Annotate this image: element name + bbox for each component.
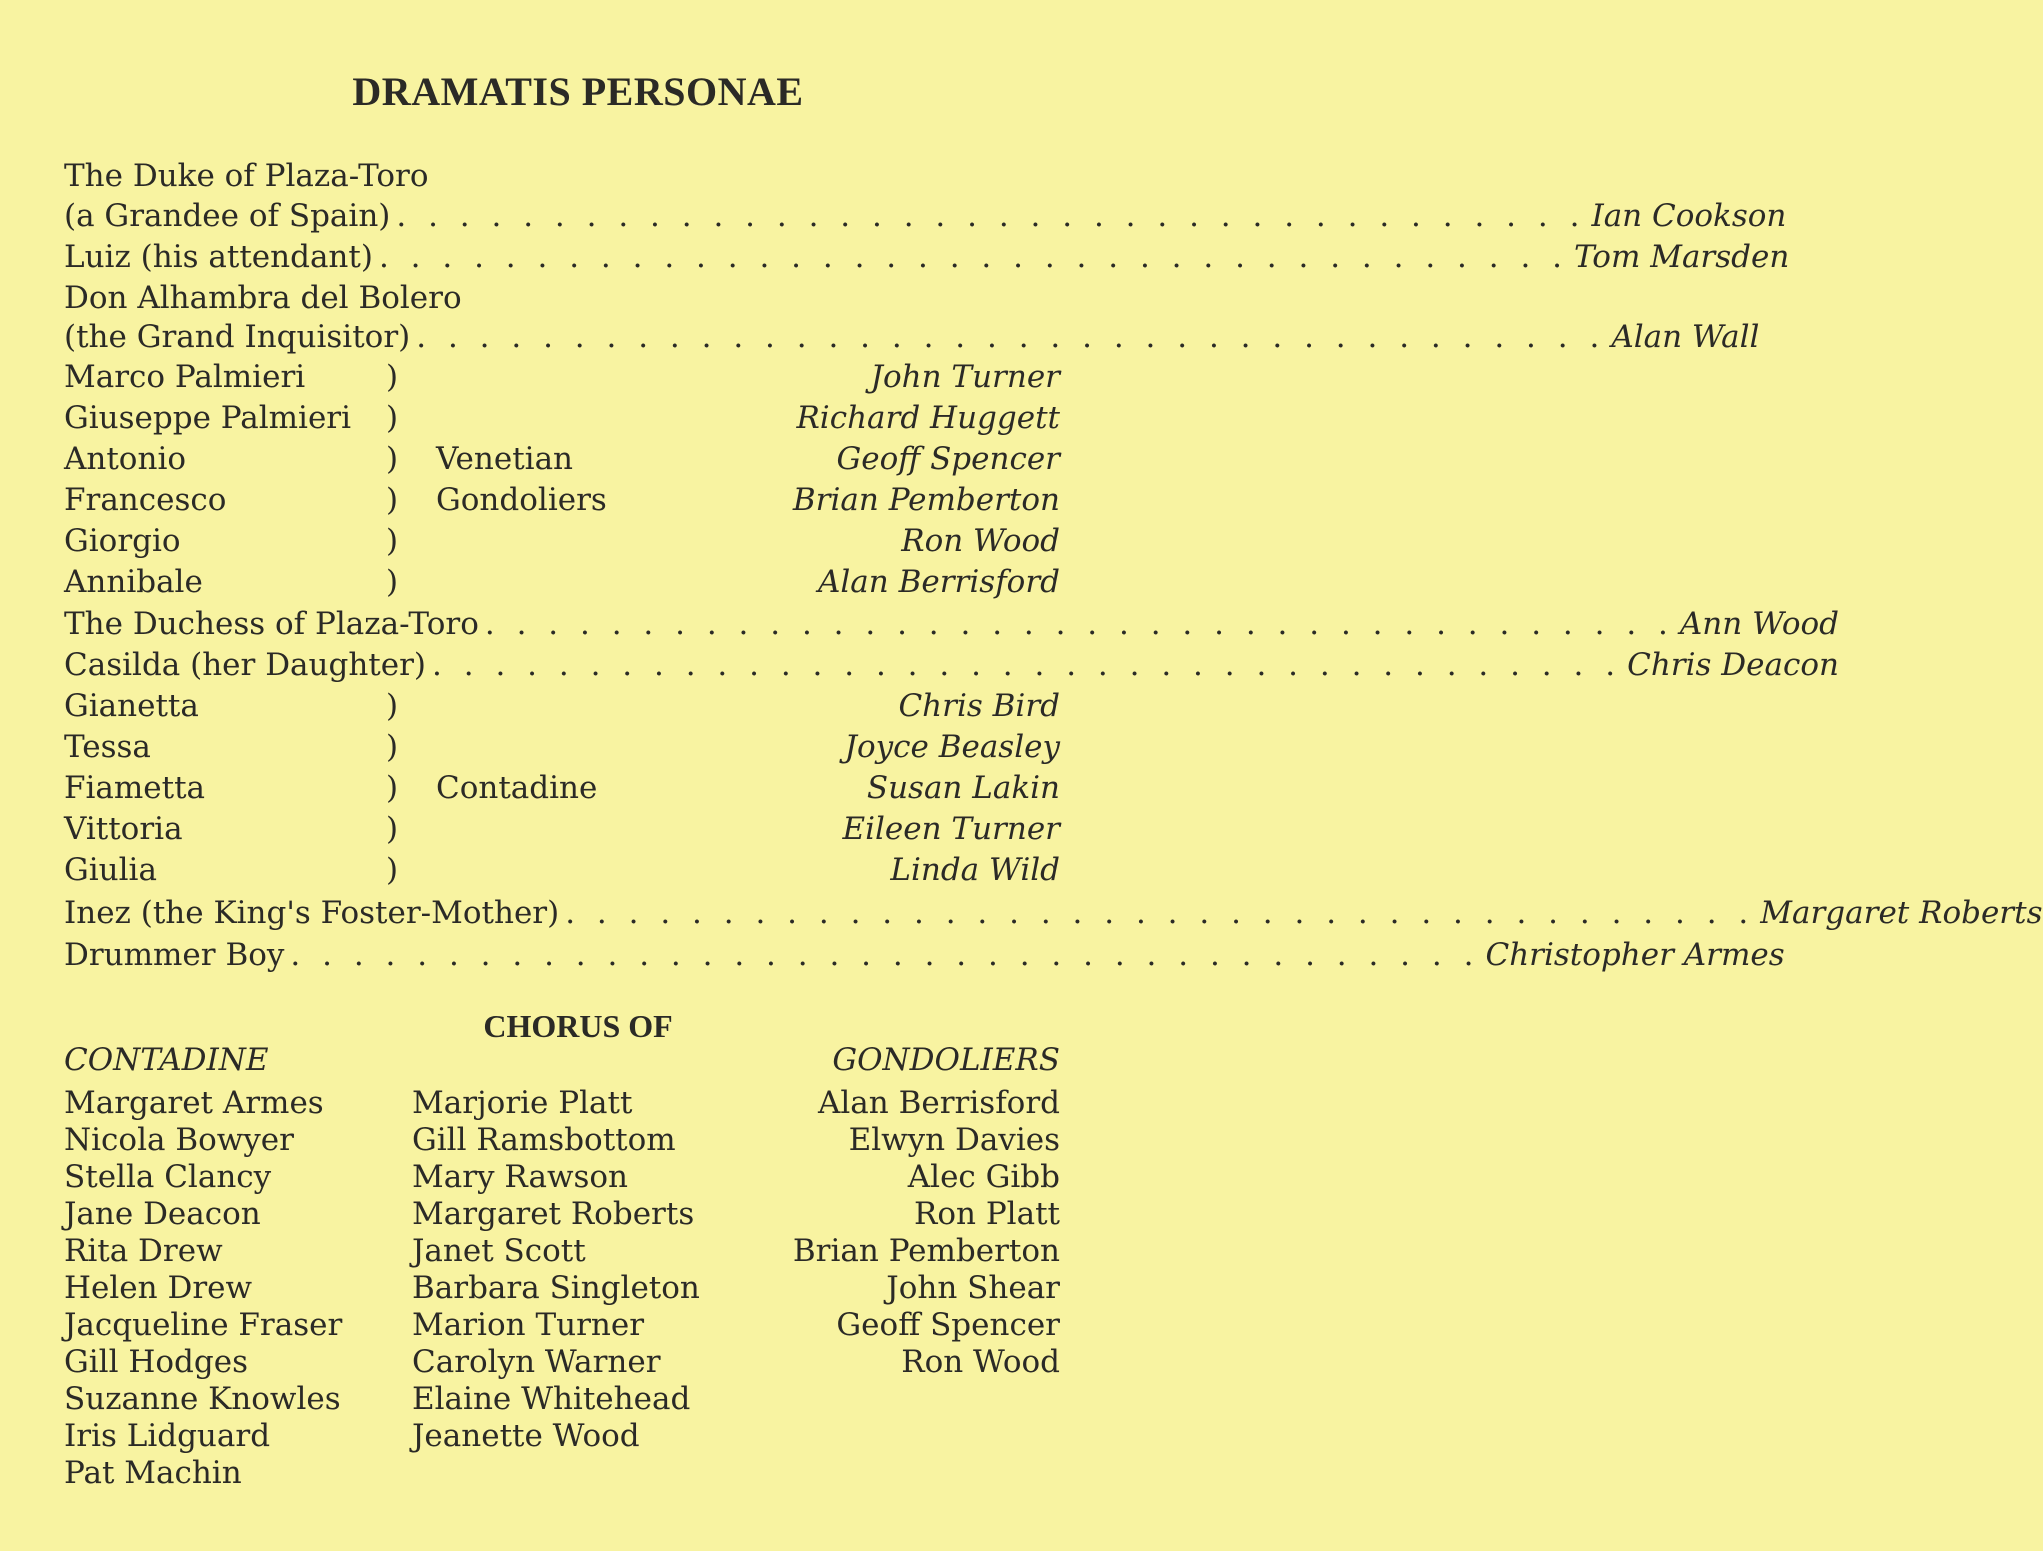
role-name: The Duchess of Plaza-Toro xyxy=(64,606,479,642)
actor-name: Richard Huggett xyxy=(796,400,1060,436)
chorus-member: Rita Drew xyxy=(64,1233,223,1269)
chorus-member: Jacqueline Fraser xyxy=(64,1307,343,1343)
cast-row-contadina xyxy=(64,768,1060,809)
chorus-member: Ron Platt xyxy=(914,1196,1060,1232)
role-name: Antonio xyxy=(64,441,187,477)
cast-row-gondolier xyxy=(64,398,1060,439)
cast-row-drummer xyxy=(64,935,1785,976)
dot-leader: . . . . . . . . . . . . . . . . . . . . . . . . . . . . . . . . . . . . . . xyxy=(565,895,1755,931)
role-name: Giorgio xyxy=(64,523,181,559)
bracket: ) xyxy=(386,770,399,806)
chorus-member: John Shear xyxy=(886,1270,1060,1306)
role-name: Don Alhambra del Bolero xyxy=(64,280,462,316)
chorus-member: Pat Machin xyxy=(64,1455,242,1491)
chorus-member: Carolyn Warner xyxy=(412,1344,661,1380)
chorus-column-2 xyxy=(412,1085,700,1455)
actor-name: Ian Cookson xyxy=(1591,198,1787,234)
actor-name: Tom Marsden xyxy=(1574,239,1790,275)
group-label-venetian: Venetian xyxy=(436,441,574,477)
bracket: ) xyxy=(386,359,399,395)
cast-row-duke-line1 xyxy=(64,156,1060,197)
bracket: ) xyxy=(386,811,399,847)
chorus-member: Margaret Roberts xyxy=(412,1196,695,1232)
chorus-member: Elaine Whitehead xyxy=(412,1381,691,1417)
cast-row-gondolier xyxy=(64,562,1060,603)
role-name: Giulia xyxy=(64,852,157,888)
chorus-member: Stella Clancy xyxy=(64,1159,272,1195)
role-name: Casilda (her Daughter) xyxy=(64,647,427,683)
chorus-member: Mary Rawson xyxy=(412,1159,629,1195)
chorus-member: Jane Deacon xyxy=(64,1196,261,1232)
chorus-member: Ron Wood xyxy=(901,1344,1060,1380)
chorus-member: Elwyn Davies xyxy=(848,1122,1060,1158)
actor-name: Linda Wild xyxy=(890,852,1060,888)
role-name: Luiz (his attendant) xyxy=(64,239,373,275)
actor-name: Chris Bird xyxy=(898,688,1060,724)
chorus-column-3 xyxy=(793,1085,1060,1381)
chorus-member: Nicola Bowyer xyxy=(64,1122,294,1158)
chorus-member: Iris Lidguard xyxy=(64,1418,271,1454)
role-name: Tessa xyxy=(64,729,151,765)
role-name: The Duke of Plaza-Toro xyxy=(64,158,429,194)
chorus-member: Barbara Singleton xyxy=(412,1270,700,1306)
group-label-contadine: Contadine xyxy=(436,770,598,806)
bracket: ) xyxy=(386,441,399,477)
actor-name: Alan Wall xyxy=(1611,319,1760,355)
chorus-gondoliers-heading: GONDOLIERS xyxy=(832,1042,1060,1078)
cast-row-gondolier xyxy=(64,521,1060,562)
page-title: DRAMATIS PERSONAE xyxy=(352,69,804,114)
bracket: ) xyxy=(386,400,399,436)
actor-name: Ron Wood xyxy=(901,523,1060,559)
bracket: ) xyxy=(386,482,399,518)
role-name: Drummer Boy xyxy=(64,937,285,973)
chorus-member: Marion Turner xyxy=(412,1307,645,1343)
chorus-member: Alec Gibb xyxy=(907,1159,1060,1195)
cast-row-casilda xyxy=(64,645,1839,686)
role-name: Annibale xyxy=(64,564,203,600)
actor-name: Ann Wood xyxy=(1679,606,1840,642)
actor-name: Christopher Armes xyxy=(1485,937,1785,973)
chorus-contadine-heading: CONTADINE xyxy=(64,1042,269,1078)
role-name: Fiametta xyxy=(64,770,206,806)
cast-row-contadina xyxy=(64,850,1060,891)
role-name: Gianetta xyxy=(64,688,199,724)
role-name: (the Grand Inquisitor) xyxy=(64,319,411,355)
chorus-member: Gill Hodges xyxy=(64,1344,249,1380)
chorus-member: Geoff Spencer xyxy=(836,1307,1060,1343)
cast-row-duke xyxy=(64,196,1787,237)
actor-name: Susan Lakin xyxy=(866,770,1060,806)
role-name: Francesco xyxy=(64,482,227,518)
bracket: ) xyxy=(386,564,399,600)
chorus-member: Marjorie Platt xyxy=(412,1085,633,1121)
dot-leader: . . . . . . . . . . . . . . . . . . . . . . . . . . . . . . . . . . . . . . xyxy=(290,937,1480,973)
bracket: ) xyxy=(386,852,399,888)
cast-row-duchess xyxy=(64,604,1840,645)
dot-leader: . . . . . . . . . . . . . . . . . . . . . . . . . . . . . . . . . . . . . . xyxy=(484,606,1674,642)
actor-name: Margaret Roberts xyxy=(1760,895,2043,931)
chorus-member: Janet Scott xyxy=(412,1233,586,1269)
cast-row-luiz xyxy=(64,237,1790,278)
dot-leader: . . . . . . . . . . . . . . . . . . . . . . . . . . . . . . . . . . . . . . xyxy=(432,647,1622,683)
cast-row-alhambra-line1 xyxy=(64,278,1060,319)
role-name: Vittoria xyxy=(64,811,183,847)
cast-row-gondolier xyxy=(64,480,1060,521)
dot-leader: . . . . . . . . . . . . . . . . . . . . . . . . . . . . . . . . . . . . . . xyxy=(416,319,1606,355)
role-name: (a Grandee of Spain) xyxy=(64,198,391,234)
role-name: Giuseppe Palmieri xyxy=(64,400,352,436)
actor-name: Geoff Spencer xyxy=(836,441,1060,477)
chorus-member: Margaret Armes xyxy=(64,1085,324,1121)
chorus-member: Alan Berrisford xyxy=(818,1085,1060,1121)
role-name: Marco Palmieri xyxy=(64,359,306,395)
chorus-title: CHORUS OF xyxy=(483,1008,673,1044)
actor-name: Eileen Turner xyxy=(842,811,1060,847)
chorus-member: Brian Pemberton xyxy=(792,1233,1060,1269)
cast-row-contadina xyxy=(64,809,1060,850)
cast-row-contadina xyxy=(64,686,1060,727)
chorus-column-1 xyxy=(64,1085,342,1492)
cast-row-gondolier xyxy=(64,357,1060,398)
chorus-member: Helen Drew xyxy=(64,1270,253,1306)
actor-name: John Turner xyxy=(870,359,1060,395)
role-name: Inez (the King's Foster-Mother) xyxy=(64,895,560,931)
cast-row-gondolier xyxy=(64,439,1060,480)
actor-name: Alan Berrisford xyxy=(818,564,1060,600)
dot-leader: . . . . . . . . . . . . . . . . . . . . . . . . . . . . . . . . . . . . . . xyxy=(378,239,1569,275)
chorus-member: Gill Ramsbottom xyxy=(412,1122,676,1158)
actor-name: Joyce Beasley xyxy=(844,729,1060,765)
cast-row-alhambra xyxy=(64,317,1760,358)
chorus-member: Jeanette Wood xyxy=(412,1418,640,1454)
cast-row-contadina xyxy=(64,727,1060,768)
actor-name: Brian Pemberton xyxy=(792,482,1060,518)
dot-leader: . . . . . . . . . . . . . . . . . . . . . . . . . . . . . . . . . . . . . . xyxy=(396,198,1586,234)
chorus-member: Suzanne Knowles xyxy=(64,1381,341,1417)
bracket: ) xyxy=(386,523,399,559)
cast-row-inez xyxy=(64,893,2043,934)
bracket: ) xyxy=(386,729,399,765)
bracket: ) xyxy=(386,688,399,724)
actor-name: Chris Deacon xyxy=(1627,647,1839,683)
group-label-gondoliers: Gondoliers xyxy=(436,482,607,518)
